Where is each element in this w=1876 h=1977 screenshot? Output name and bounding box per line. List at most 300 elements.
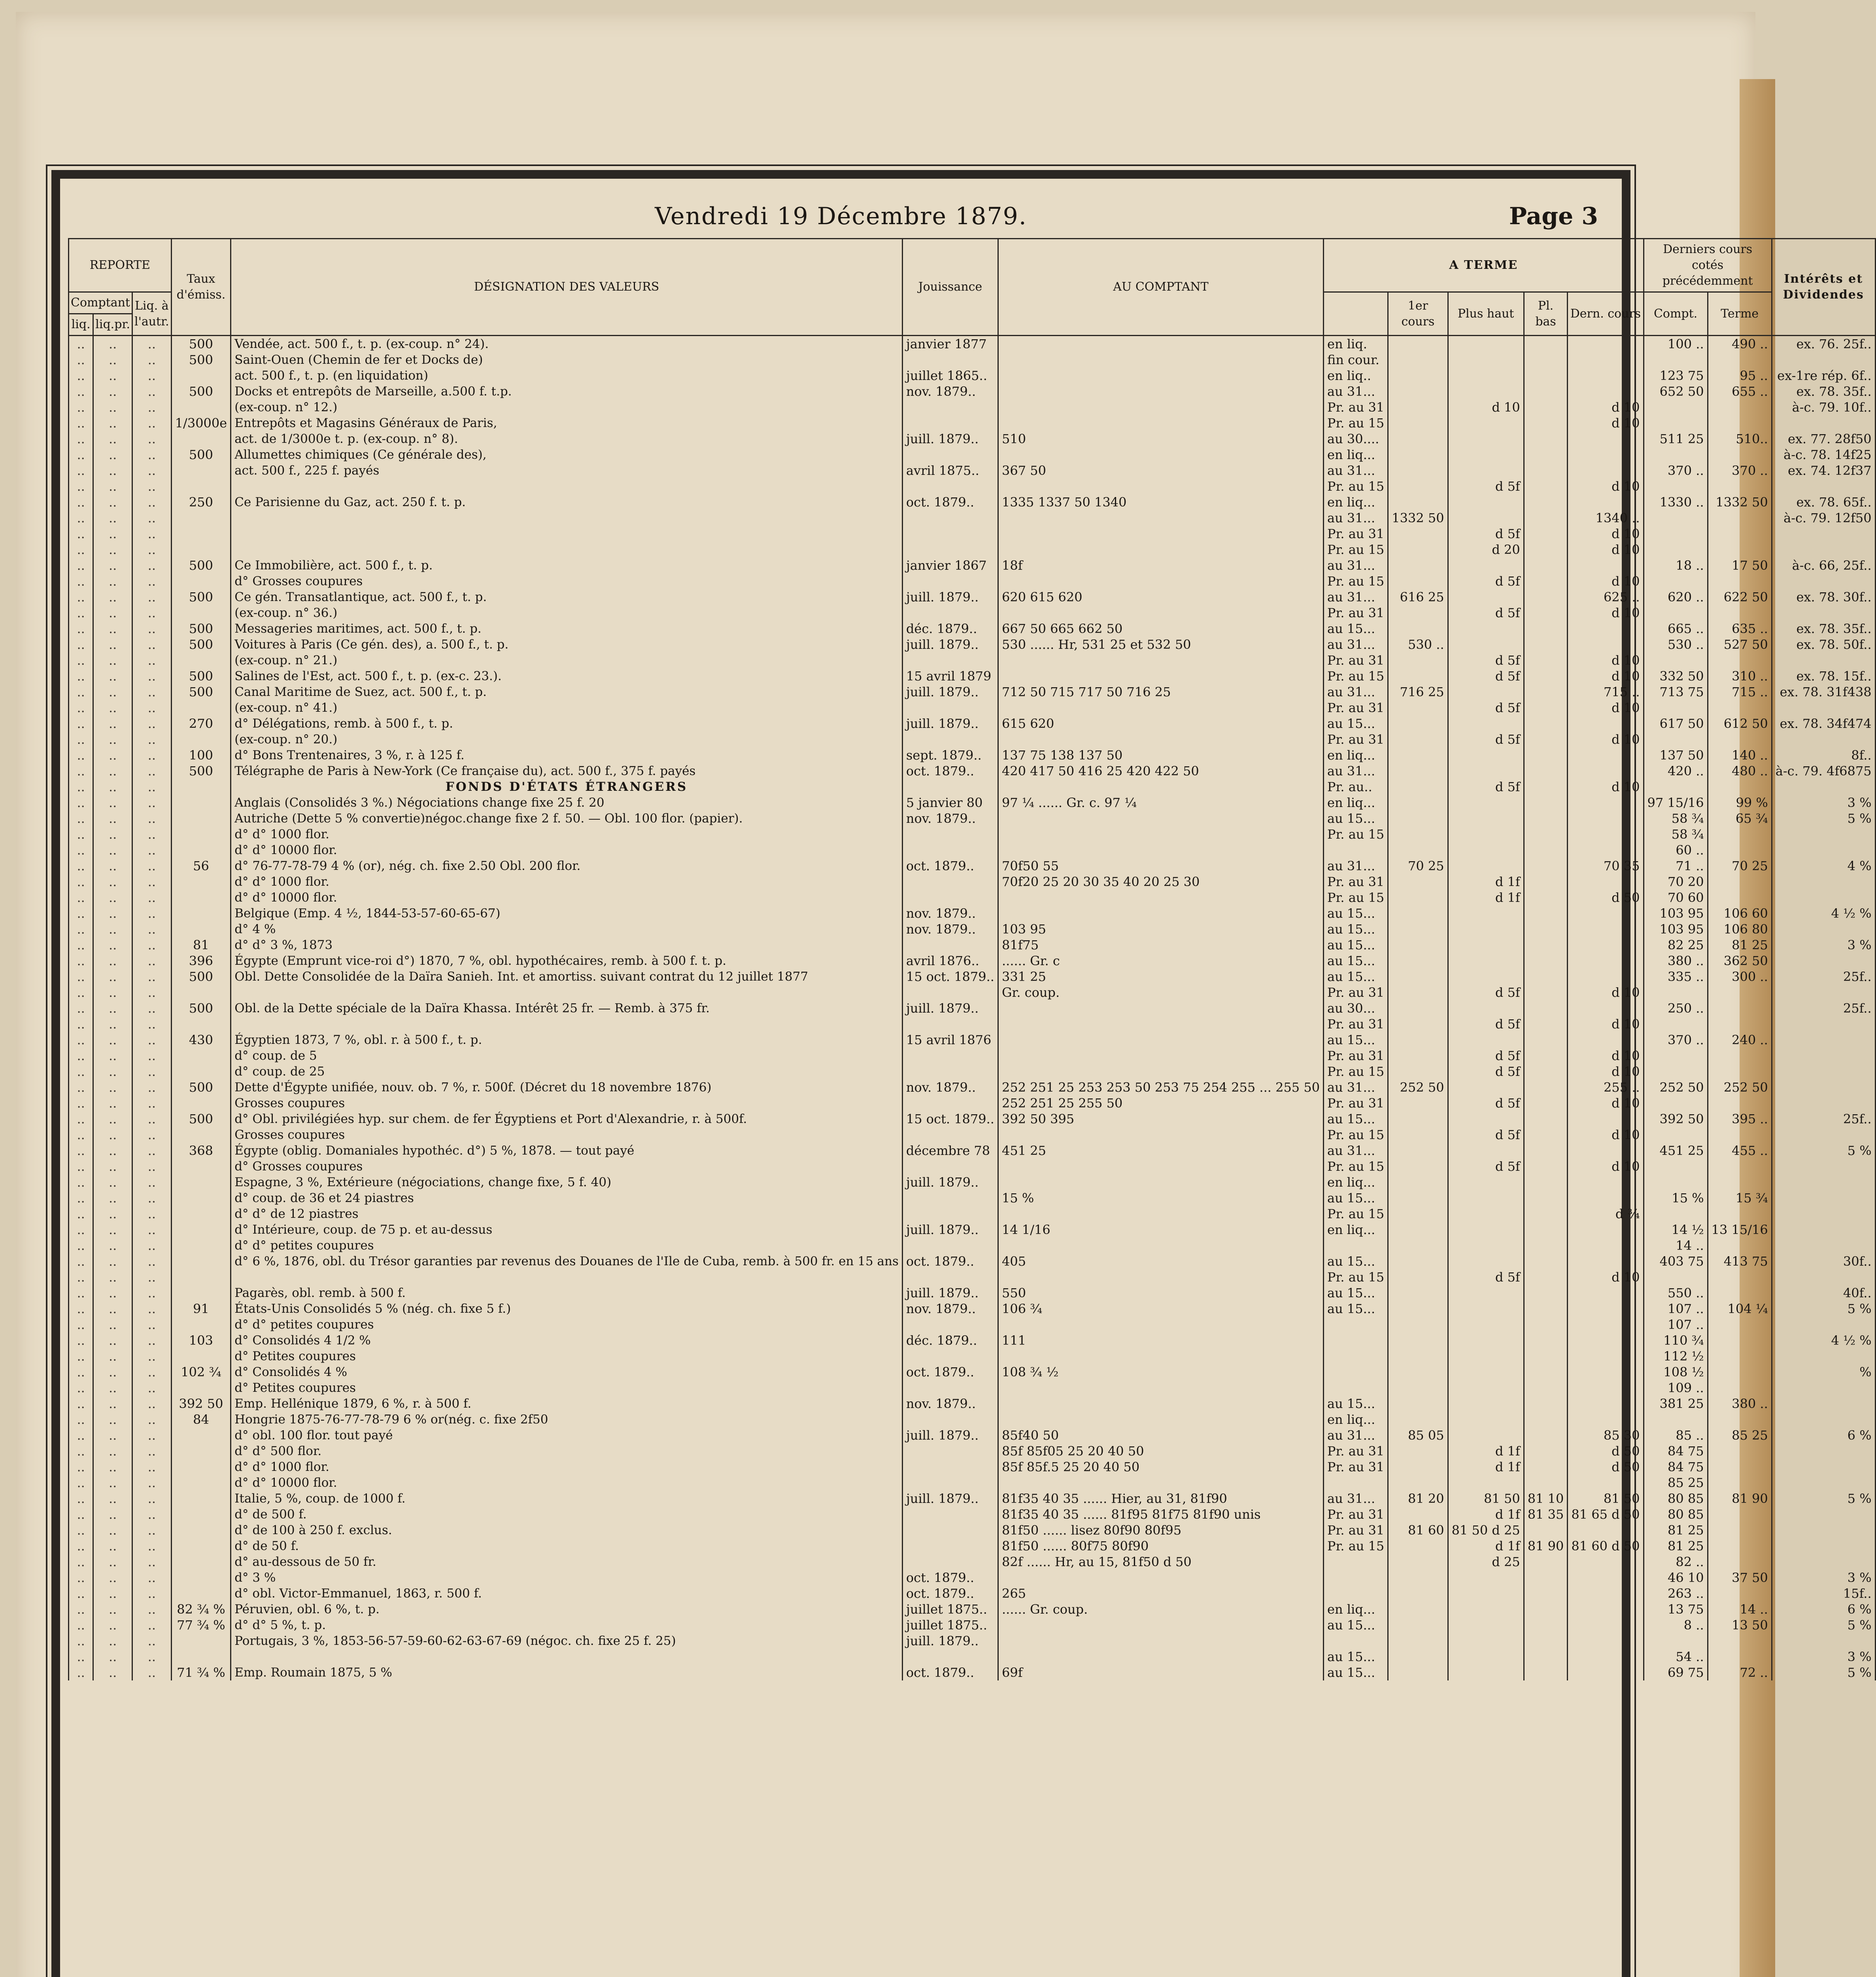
table-row [69, 605, 1876, 621]
cell-interets [1772, 921, 1875, 937]
cell-placeholder: .. [69, 589, 93, 605]
cell-echeance: au 31... [1324, 858, 1388, 874]
cell-dernier [1568, 921, 1644, 937]
cell-interets [1772, 890, 1875, 905]
cell-comptant: 712 50 715 717 50 716 25 [998, 684, 1323, 700]
cell-taux [171, 510, 231, 526]
table-row [69, 1285, 1876, 1301]
cell-haut [1448, 969, 1524, 985]
cell-compt: 14 ½ [1644, 1222, 1708, 1238]
cell-haut [1448, 953, 1524, 969]
cell-taux [171, 905, 231, 921]
cell-dernier [1568, 1586, 1644, 1601]
cell-terme: 455 .. [1708, 1143, 1772, 1159]
cell-haut [1448, 1396, 1524, 1412]
table-body [69, 336, 1876, 1681]
cell-bas [1524, 605, 1568, 621]
cell-premier [1388, 1601, 1448, 1617]
cell-dernier: d 10 [1568, 1127, 1644, 1143]
cell-terme [1708, 1459, 1772, 1475]
cell-compt [1644, 510, 1708, 526]
cell-placeholder: .. [93, 953, 132, 969]
cell-jouissance [902, 1538, 998, 1554]
cell-bas [1524, 811, 1568, 826]
cell-terme: 240 .. [1708, 1032, 1772, 1048]
cell-echeance [1324, 1364, 1388, 1380]
table-row [69, 1222, 1876, 1238]
cell-jouissance: juillet 1875.. [902, 1601, 998, 1617]
cell-dernier [1568, 1238, 1644, 1253]
cell-comptant [998, 1348, 1323, 1364]
cell-dernier [1568, 447, 1644, 463]
page-number: Page 3 [1509, 202, 1598, 230]
cell-terme: 99 % [1708, 795, 1772, 811]
cell-jouissance [902, 573, 998, 589]
cell-placeholder: .. [132, 779, 172, 795]
cell-placeholder: .. [69, 921, 93, 937]
cell-taux [171, 826, 231, 842]
cell-jouissance: janvier 1867 [902, 558, 998, 573]
cell-premier [1388, 1649, 1448, 1665]
cell-placeholder: .. [132, 668, 172, 684]
cell-comptant: 106 ¾ [998, 1301, 1323, 1317]
cell-interets [1772, 1238, 1875, 1253]
cell-taux [171, 779, 231, 795]
cell-placeholder: .. [132, 621, 172, 637]
cell-terme: 715 .. [1708, 684, 1772, 700]
cell-placeholder: .. [69, 573, 93, 589]
cell-taux: 500 [171, 1079, 231, 1095]
col-terme: Terme [1708, 292, 1772, 336]
cell-comptant [998, 526, 1323, 542]
cell-designation: Grosses coupures [231, 1127, 903, 1143]
cell-terme [1708, 826, 1772, 842]
cell-echeance: Pr. au 15 [1324, 478, 1388, 494]
cell-interets [1772, 1064, 1875, 1079]
cell-placeholder: .. [93, 637, 132, 652]
cell-terme [1708, 526, 1772, 542]
cell-premier [1388, 1222, 1448, 1238]
cell-comptant [998, 336, 1323, 352]
cell-haut [1448, 716, 1524, 731]
cell-echeance: au 31... [1324, 1079, 1388, 1095]
cell-placeholder: .. [93, 1633, 132, 1649]
cell-placeholder: .. [93, 494, 132, 510]
cell-interets [1772, 874, 1875, 890]
cell-placeholder: .. [132, 985, 172, 1000]
cell-taux: 430 [171, 1032, 231, 1048]
cell-placeholder: .. [93, 1475, 132, 1491]
cell-premier [1388, 621, 1448, 637]
table-row [69, 431, 1876, 447]
cell-interets: 3 % [1772, 1649, 1875, 1665]
col-comptant: Comptant [69, 292, 132, 314]
cell-taux: 396 [171, 953, 231, 969]
cell-comptant [998, 1617, 1323, 1633]
cell-bas [1524, 1000, 1568, 1016]
cell-placeholder: .. [93, 1491, 132, 1506]
cell-compt: 108 ½ [1644, 1364, 1708, 1380]
cell-terme [1708, 1285, 1772, 1301]
cell-placeholder: .. [132, 1522, 172, 1538]
cell-terme [1708, 779, 1772, 795]
cell-haut [1448, 494, 1524, 510]
cell-placeholder: .. [93, 1253, 132, 1269]
cell-compt: 82 .. [1644, 1554, 1708, 1570]
cell-haut: d 5f [1448, 1048, 1524, 1064]
cell-echeance: Pr. au 15 [1324, 1064, 1388, 1079]
cell-taux [171, 1554, 231, 1570]
cell-placeholder: .. [69, 1459, 93, 1475]
cell-dernier [1568, 336, 1644, 352]
cell-compt: 263 .. [1644, 1586, 1708, 1601]
cell-jouissance: nov. 1879.. [902, 905, 998, 921]
cell-haut [1448, 1238, 1524, 1253]
cell-comptant [998, 826, 1323, 842]
cell-echeance: Pr. au 31 [1324, 985, 1388, 1000]
cell-dernier [1568, 874, 1644, 890]
cell-placeholder: .. [132, 1190, 172, 1206]
table-row [69, 1459, 1876, 1475]
cell-placeholder: .. [69, 763, 93, 779]
cell-placeholder: .. [69, 1301, 93, 1317]
cell-placeholder: .. [132, 921, 172, 937]
cell-comptant: 615 620 [998, 716, 1323, 731]
cell-placeholder: .. [93, 1000, 132, 1016]
cell-jouissance: oct. 1879.. [902, 1570, 998, 1586]
cell-dernier [1568, 1665, 1644, 1680]
cell-placeholder: .. [93, 1048, 132, 1064]
cell-placeholder: .. [132, 478, 172, 494]
cell-terme [1708, 399, 1772, 415]
cell-comptant [998, 1412, 1323, 1427]
cell-interets [1772, 1443, 1875, 1459]
cell-placeholder: .. [69, 1538, 93, 1554]
cell-designation: Péruvien, obl. 6 %, t. p. [231, 1601, 903, 1617]
cell-dernier [1568, 1285, 1644, 1301]
cell-terme [1708, 510, 1772, 526]
cell-placeholder: .. [93, 1016, 132, 1032]
cell-haut [1448, 1317, 1524, 1332]
cell-terme: 140 .. [1708, 747, 1772, 763]
cell-compt: 550 .. [1644, 1285, 1708, 1301]
table-row [69, 1412, 1876, 1427]
cell-echeance: Pr. au 15 [1324, 826, 1388, 842]
cell-taux: 500 [171, 558, 231, 573]
cell-designation: d° au-dessous de 50 fr. [231, 1554, 903, 1570]
cell-premier [1388, 399, 1448, 415]
cell-haut [1448, 1222, 1524, 1238]
cell-designation: d° Grosses coupures [231, 1159, 903, 1174]
cell-placeholder: .. [69, 637, 93, 652]
cell-dernier: 70 35 [1568, 858, 1644, 874]
cell-designation: Vendée, act. 500 f., t. p. (ex-coup. n° 24). [231, 336, 903, 352]
cell-compt: 58 ¾ [1644, 811, 1708, 826]
cell-placeholder: .. [93, 478, 132, 494]
cell-jouissance [902, 890, 998, 905]
cell-dernier [1568, 1317, 1644, 1332]
cell-premier [1388, 1111, 1448, 1127]
cell-dernier [1568, 1412, 1644, 1427]
table-row [69, 1317, 1876, 1332]
cell-jouissance [902, 652, 998, 668]
cell-interets [1772, 1459, 1875, 1475]
table-row [69, 637, 1876, 652]
cell-placeholder: .. [69, 1064, 93, 1079]
cell-comptant [998, 510, 1323, 526]
cell-terme [1708, 1174, 1772, 1190]
cell-jouissance [902, 1459, 998, 1475]
table-row [69, 1665, 1876, 1680]
cell-compt [1644, 1016, 1708, 1032]
cell-echeance: au 15... [1324, 1301, 1388, 1317]
cell-dernier [1568, 1253, 1644, 1269]
cell-echeance: au 15... [1324, 716, 1388, 731]
cell-terme [1708, 1317, 1772, 1332]
cell-compt: 252 50 [1644, 1079, 1708, 1095]
cell-designation: d° obl. Victor-Emmanuel, 1863, r. 500 f. [231, 1586, 903, 1601]
cell-compt [1644, 478, 1708, 494]
cell-designation: Obl. Dette Consolidée de la Daïra Sanieh. Int. et amortiss. suivant contrat du 12 juillet 1877 [231, 969, 903, 985]
cell-premier [1388, 1443, 1448, 1459]
cell-interets [1772, 415, 1875, 431]
cell-dernier: d 10 [1568, 1159, 1644, 1174]
cell-placeholder: .. [132, 1601, 172, 1617]
table-row [69, 969, 1876, 985]
cell-dernier [1568, 716, 1644, 731]
cell-designation: d° coup. de 25 [231, 1064, 903, 1079]
cell-premier [1388, 1570, 1448, 1586]
cell-interets: 3 % [1772, 1570, 1875, 1586]
cell-designation: FONDS D'ÉTATS ÉTRANGERS [231, 779, 903, 795]
cell-echeance: au 15... [1324, 1190, 1388, 1206]
cell-premier [1388, 1317, 1448, 1332]
cell-bas [1524, 1238, 1568, 1253]
cell-echeance: au 15... [1324, 1253, 1388, 1269]
cell-interets: 5 % [1772, 1491, 1875, 1506]
cell-terme [1708, 1016, 1772, 1032]
cell-terme [1708, 1586, 1772, 1601]
cell-placeholder: .. [132, 1301, 172, 1317]
cell-jouissance: 5 janvier 80 [902, 795, 998, 811]
cell-placeholder: .. [132, 842, 172, 858]
cell-dernier: 81 60 d 50 [1568, 1538, 1644, 1554]
cell-placeholder: .. [93, 573, 132, 589]
cell-terme [1708, 652, 1772, 668]
cell-premier [1388, 1396, 1448, 1412]
cell-haut [1448, 1000, 1524, 1016]
cell-interets: ex. 78. 34f474 [1772, 716, 1875, 731]
cell-placeholder: .. [132, 747, 172, 763]
cell-taux [171, 1190, 231, 1206]
cell-haut [1448, 1586, 1524, 1601]
cell-haut: d 1f [1448, 1459, 1524, 1475]
table-row [69, 1301, 1876, 1317]
cell-placeholder: .. [132, 1253, 172, 1269]
cell-bas [1524, 1079, 1568, 1095]
cell-placeholder: .. [132, 368, 172, 384]
table-row [69, 1617, 1876, 1633]
cell-placeholder: .. [69, 684, 93, 700]
cell-bas [1524, 1427, 1568, 1443]
cell-placeholder: .. [132, 1016, 172, 1032]
cell-taux [171, 1269, 231, 1285]
cell-compt: 85 25 [1644, 1475, 1708, 1491]
cell-designation: d° Petites coupures [231, 1380, 903, 1396]
cell-designation: d° d° 1000 flor. [231, 826, 903, 842]
cell-designation: d° Consolidés 4 % [231, 1364, 903, 1380]
cell-placeholder: .. [69, 1048, 93, 1064]
cell-bas [1524, 510, 1568, 526]
cell-jouissance [902, 731, 998, 747]
cell-compt: 123 75 [1644, 368, 1708, 384]
cell-haut: 81 50 [1448, 1491, 1524, 1506]
table-row [69, 1633, 1876, 1649]
cell-placeholder: .. [93, 1412, 132, 1427]
cell-designation: États-Unis Consolidés 5 % (nég. ch. fixe 5 f.) [231, 1301, 903, 1317]
cell-comptant [998, 542, 1323, 558]
cell-placeholder: .. [93, 1665, 132, 1680]
cell-premier [1388, 1127, 1448, 1143]
cell-bas [1524, 478, 1568, 494]
cell-placeholder: .. [69, 1491, 93, 1506]
cell-bas [1524, 905, 1568, 921]
cell-echeance: au 15... [1324, 621, 1388, 637]
cell-designation: d° Petites coupures [231, 1348, 903, 1364]
cell-interets: % [1772, 1364, 1875, 1380]
cell-interets: ex. 74. 12f37 [1772, 463, 1875, 478]
cell-interets [1772, 1095, 1875, 1111]
cell-taux: 500 [171, 668, 231, 684]
cell-taux: 500 [171, 447, 231, 463]
cell-compt [1644, 779, 1708, 795]
cell-haut: d 5f [1448, 1127, 1524, 1143]
cell-placeholder: .. [69, 985, 93, 1000]
cell-taux [171, 1016, 231, 1032]
cell-interets: 4 ½ % [1772, 1332, 1875, 1348]
cell-dernier: d 10 [1568, 985, 1644, 1000]
cell-jouissance [902, 1522, 998, 1538]
cell-placeholder: .. [93, 1222, 132, 1238]
cell-taux [171, 700, 231, 716]
cell-jouissance [902, 1317, 998, 1332]
cell-interets [1772, 478, 1875, 494]
cell-jouissance: oct. 1879.. [902, 858, 998, 874]
cell-premier [1388, 1285, 1448, 1301]
table-row [69, 1601, 1876, 1617]
cell-placeholder: .. [69, 1269, 93, 1285]
cell-echeance: au 15... [1324, 1665, 1388, 1680]
cell-placeholder: .. [93, 1317, 132, 1332]
cell-placeholder: .. [69, 1159, 93, 1174]
cell-premier [1388, 1459, 1448, 1475]
cell-placeholder: .. [132, 1443, 172, 1459]
cell-placeholder: .. [69, 384, 93, 399]
cell-jouissance [902, 842, 998, 858]
cell-placeholder: .. [132, 1665, 172, 1680]
cell-haut [1448, 1301, 1524, 1317]
cell-interets: ex. 77. 28f50 [1772, 431, 1875, 447]
cell-premier: 85 05 [1388, 1427, 1448, 1443]
cell-comptant [998, 399, 1323, 415]
cell-placeholder: .. [93, 826, 132, 842]
cell-premier [1388, 668, 1448, 684]
cell-compt [1644, 1048, 1708, 1064]
cell-taux [171, 1348, 231, 1364]
cell-echeance [1324, 1633, 1388, 1649]
cell-comptant [998, 368, 1323, 384]
cell-dernier: d 10 [1568, 542, 1644, 558]
cell-placeholder: .. [132, 494, 172, 510]
cell-interets: 5 % [1772, 1617, 1875, 1633]
cell-placeholder: .. [69, 716, 93, 731]
cell-taux: 500 [171, 352, 231, 368]
cell-placeholder: .. [69, 1570, 93, 1586]
cell-placeholder: .. [132, 953, 172, 969]
cell-jouissance [902, 779, 998, 795]
cell-haut [1448, 384, 1524, 399]
cell-bas [1524, 747, 1568, 763]
cell-placeholder: .. [132, 1032, 172, 1048]
cell-comptant: 550 [998, 1285, 1323, 1301]
cell-taux: 81 [171, 937, 231, 953]
cell-designation: d° d° 1000 flor. [231, 1459, 903, 1475]
cell-premier: 616 25 [1388, 589, 1448, 605]
cell-placeholder: .. [69, 447, 93, 463]
cell-interets [1772, 1222, 1875, 1238]
cell-placeholder: .. [93, 1554, 132, 1570]
cell-jouissance: nov. 1879.. [902, 1079, 998, 1095]
cell-designation: d° d° de 12 piastres [231, 1206, 903, 1222]
cell-comptant: 85f 85f.5 25 20 40 50 [998, 1459, 1323, 1475]
cell-taux [171, 652, 231, 668]
cell-taux [171, 921, 231, 937]
cell-bas [1524, 1048, 1568, 1064]
cell-compt [1644, 1095, 1708, 1111]
cell-interets [1772, 953, 1875, 969]
cell-taux [171, 431, 231, 447]
cell-interets [1772, 1633, 1875, 1649]
cell-haut [1448, 352, 1524, 368]
cell-interets: à-c. 79. 12f50 [1772, 510, 1875, 526]
cell-designation [231, 1269, 903, 1285]
table-row [69, 447, 1876, 463]
cell-premier [1388, 700, 1448, 716]
cell-interets: ex. 78. 65f.. [1772, 494, 1875, 510]
cell-placeholder: .. [93, 811, 132, 826]
cell-echeance: en liq... [1324, 747, 1388, 763]
cell-premier [1388, 1348, 1448, 1364]
cell-premier [1388, 1190, 1448, 1206]
cell-interets: 3 % [1772, 795, 1875, 811]
cell-compt: 652 50 [1644, 384, 1708, 399]
table-row [69, 621, 1876, 637]
cell-placeholder: .. [93, 399, 132, 415]
cell-jouissance: sept. 1879.. [902, 747, 998, 763]
cell-echeance: au 31... [1324, 1143, 1388, 1159]
cell-terme [1708, 1475, 1772, 1491]
cell-premier [1388, 731, 1448, 747]
cell-compt [1644, 1269, 1708, 1285]
cell-haut [1448, 1285, 1524, 1301]
cell-premier [1388, 1301, 1448, 1317]
cell-comptant: 85f40 50 [998, 1427, 1323, 1443]
cell-echeance: au 31... [1324, 589, 1388, 605]
cell-taux: 500 [171, 969, 231, 985]
cell-premier [1388, 1380, 1448, 1396]
cell-haut [1448, 1190, 1524, 1206]
cell-placeholder: .. [132, 1475, 172, 1491]
